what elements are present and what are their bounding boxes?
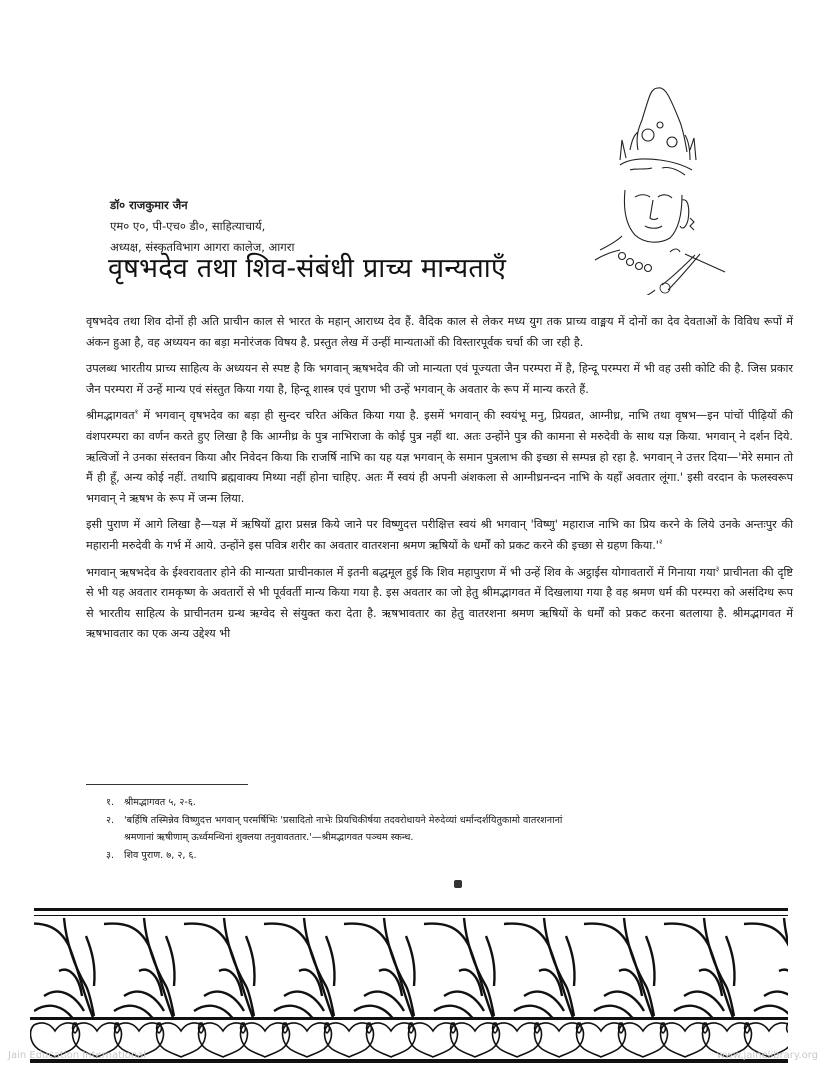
- leaf-ornament-border: [34, 916, 788, 1020]
- footnote-1: [106, 794, 796, 812]
- author-block: [110, 195, 294, 258]
- paragraph-3: [86, 406, 793, 509]
- author-name: डॉ० राजकुमार जैन: [110, 198, 188, 212]
- footnote-2: [106, 812, 796, 830]
- article-title: वृषभदेव तथा शिव-संबंधी प्राच्य मान्यताएँ: [108, 253, 507, 284]
- article-body: [86, 312, 793, 651]
- paragraph-3-start: श्रीमद्भागवत: [86, 409, 135, 423]
- author-affiliation: अध्यक्ष, संस्कृतविभाग आगरा कालेज, आगरा: [110, 240, 295, 254]
- author-degrees: एम० ए०, पी-एच० डी०, साहित्याचार्य,: [110, 219, 266, 233]
- footnote-ref-1[interactable]: १: [134, 408, 139, 417]
- print-speck: [454, 880, 462, 888]
- paragraph-4-start: इसी पुराण में आगे लिखा है—यज्ञ में ऋषियों द्वारा प्रसन्न किये जाने पर विष्णुदत्त परीक्षित्त स्वयं श्री भगवान् 'विष्णु' महाराज नाभि का प्रिय करने के लिये उनके अन्तःपुर की महारानी मरुदेवी के गर्भ में आये. उन्होंने इस पवित्र शरीर का अवतार वातरशना श्रमण ऋषियों के धर्मों को प्रकट करने की इच्छा से ग्रहण किया.': [86, 518, 793, 552]
- footnote-number: १.: [106, 797, 115, 808]
- paragraph-1: वृषभदेव तथा शिव दोनों ही अति प्राचीन काल से भारत के महान् आराध्य देव हैं. वैदिक काल से लेकर मध्य युग तक प्राच्य वाङ्मय में दोनों का देव देवताओं के विविध रूपों में अंकन हुआ है, वह अध्ययन का बड़ा मनोरंजक विषय है. प्रस्तुत लेख में उन्हीं मान्यताओं की विस्तारपूर्वक चर्चा की जा रही है.: [86, 315, 793, 349]
- paragraph-5-rest: प्राचीनता की दृष्टि से भी यह अवतार रामकृष्ण के अवतारों से भी पूर्ववर्ती मान्य किया गया है. इस अवतार का जो हेतु श्रीमद्भागवत में दिखलाया गया है वह श्रमण धर्म की परम्परा को असंदिग्ध रूप से भारतीय साहित्य के प्राचीनतम ग्रन्थ ऋग्वेद से संयुक्त करा देता है. ऋषभावतार का हेतु वातरशना श्रमण ऋषियों के धर्मों को प्रकट करना बतलाया है. श्रीमद्भागवत में ऋषभावतार का एक अन्य उद्देश्य भी: [86, 565, 793, 641]
- footnote-number: ३.: [106, 849, 115, 861]
- paragraph-5-start: भगवान् ऋषभदेव के ईश्वरावतार होने की मान्यता प्राचीनकाल में इतनी बद्धमूल हुई कि शिव महापुराण में भी उन्हें शिव के अट्ठाईस योगावतारों में गिनाया गया: [86, 565, 716, 579]
- footnote-ref-2[interactable]: २: [658, 538, 663, 547]
- paragraph-4: [86, 515, 793, 556]
- deity-sketch-illustration: [590, 40, 740, 295]
- footnote-text: शिव पुराण. ७, २, ६.: [124, 849, 197, 861]
- footnote-text: 'बर्हिषि तस्मिन्नेव विष्णुदत्त भगवान् परमर्षिभिः 'प्रसादितो नाभेः प्रियचिकीर्षया तदवरोधायने मेरुदेव्यां धर्मान्दर्शयितुकामो वातरशनानां: [124, 814, 563, 826]
- footnotes: [106, 794, 796, 864]
- watermark-left: Jain Education International: [8, 1050, 147, 1061]
- footnote-text: श्रीमद्भागवत ५, २-६.: [124, 797, 196, 808]
- footnote-2-continuation: श्रमणानां ऋषीणाम् ऊर्ध्वमन्थिनां शुक्लया तनुवावततार.'—श्रीमद्भागवत पञ्चम स्कन्ध.: [124, 832, 414, 843]
- paragraph-2: उपलब्ध भारतीय प्राच्य साहित्य के अध्ययन से स्पष्ट है कि भगवान् ऋषभदेव की जो मान्यता एवं पूज्यता जैन परम्परा में है, हिन्दू परम्परा में भी वह उसी कोटि की है. जिस प्रकार जैन परम्परा में उन्हें मान्य एवं संस्तुत किया गया है, हिन्दू शास्त्र एवं पुराण भी उन्हें भगवान् के अवतार के रूप में मान्य करते हैं.: [86, 362, 793, 396]
- footnote-divider: [86, 784, 248, 785]
- footnote-ref-3[interactable]: ३: [715, 564, 720, 573]
- footnote-3: [106, 847, 796, 865]
- footnote-number: २.: [106, 814, 115, 826]
- paragraph-3-rest: में भगवान् वृषभदेव का बड़ा ही सुन्दर चरित अंकित किया गया है. इसमें भगवान् की स्वयंभू मनु, प्रियव्रत, आग्नीध्र, नाभि तथा वृषभ—इन पांचों पीढ़ियों की वंशपरम्परा का वर्णन करते हुए लिखा है कि आग्नीध्र के पुत्र नाभिराजा के कोई पुत्र नहीं था. अतः उन्होंने पुत्र की कामना से मरुदेवी के साथ यज्ञ किया. भगवान् ने दर्शन दिये. ऋत्विजों ने उनका संस्तवन किया और निवेदन किया कि राजर्षि नाभि का यह यज्ञ भगवान् के समान पुत्रलाभ की इच्छा से सम्पन्न हो रहा है. भगवान् ने उत्तर दिया—'मेरे समान तो मैं ही हूँ, अन्य कोई नहीं. तथापि ब्रह्मवाक्य मिथ्या नहीं होना चाहिए. अतः मैं स्वयं ही अपनी अंशकला से आग्नीध्रनन्दन नाभि के यहाँ अवतार लूंगा.' इसी वरदान के फलस्वरूप भगवान् ने ऋषभ के रूप में जन्म लिया.: [86, 409, 793, 505]
- paragraph-5: [86, 563, 793, 645]
- watermark-right[interactable]: www.jainelibrary.org: [716, 1050, 818, 1061]
- ornament-top-rule: [34, 908, 788, 916]
